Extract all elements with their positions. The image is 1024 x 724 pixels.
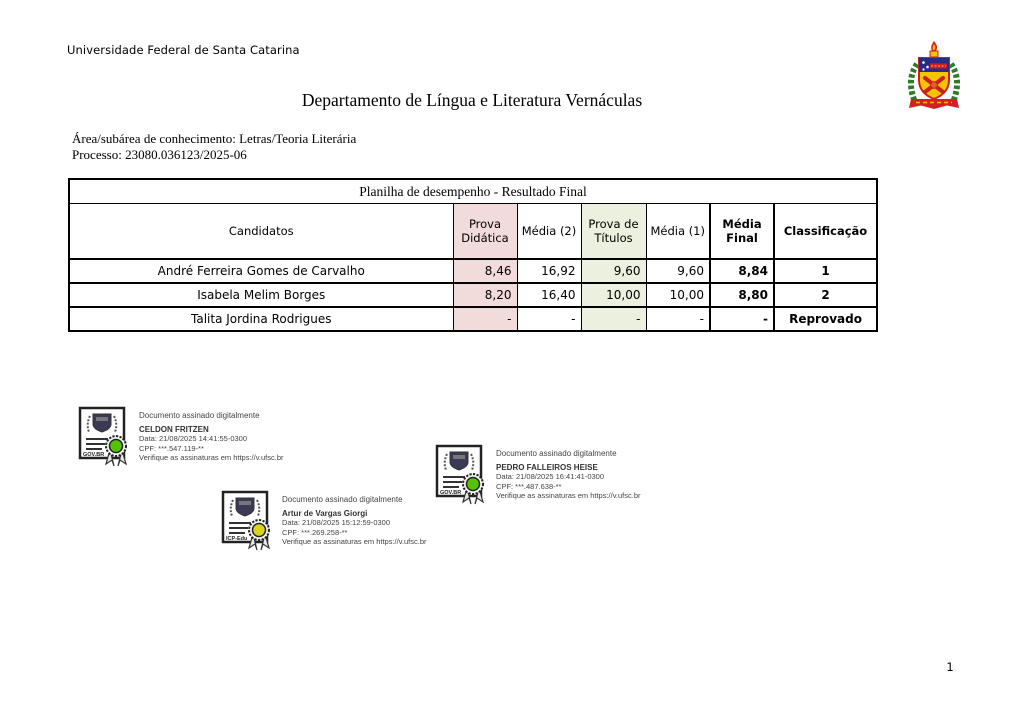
area-line: Área/subárea de conhecimento: Letras/Teoria Literária	[72, 131, 357, 146]
cell-media-final: 8,80	[710, 283, 774, 307]
table-row	[69, 283, 877, 307]
signer-name: PEDRO FALLEIROS HEISE	[496, 463, 598, 472]
header-candidatos: Candidatos	[69, 204, 453, 260]
signature-block	[78, 406, 284, 468]
signature-statement: Documento assinado digitalmente	[496, 449, 617, 458]
signature-text	[282, 490, 427, 547]
cell-classificacao: Reprovado	[774, 307, 877, 331]
cell-prova-didatica: 8,20	[453, 283, 517, 307]
signer-name: CELDON FRITZEN	[139, 425, 209, 434]
header-media-final: Média Final	[710, 204, 774, 260]
ribbon-banner-icon	[909, 99, 959, 109]
cell-media-2: 16,40	[517, 283, 581, 307]
cell-media-2: -	[517, 307, 581, 331]
seal-center	[110, 440, 123, 453]
table-title-row	[69, 179, 877, 204]
table-row	[69, 259, 877, 283]
cell-media-1: 9,60	[646, 259, 710, 283]
page-number: 1	[946, 660, 954, 674]
cell-classificacao: 1	[774, 259, 877, 283]
cell-media-final: 8,84	[710, 259, 774, 283]
header-media-1: Média (1)	[646, 204, 710, 260]
signature-text	[139, 406, 284, 463]
cell-prova-titulos: -	[581, 307, 646, 331]
cell-prova-didatica: -	[453, 307, 517, 331]
cell-media-2: 16,92	[517, 259, 581, 283]
cell-candidate: André Ferreira Gomes de Carvalho	[69, 259, 453, 283]
signature-date: Data: 21/08/2025 15:12:59-0300	[282, 518, 391, 527]
signer-cpf: CPF: ***.487.638-**	[496, 481, 562, 491]
cell-candidate: Talita Jordina Rodrigues	[69, 307, 453, 331]
signature-verify-link: Verifique as assinaturas em https://v.ufsc.br	[282, 537, 427, 546]
results-table	[68, 178, 878, 332]
table-row	[69, 307, 877, 331]
cell-media-final: -	[710, 307, 774, 331]
signature-statement: Documento assinado digitalmente	[282, 495, 403, 504]
stamp-label: ICP-Edu	[226, 536, 248, 542]
table-title: Planilha de desempenho - Resultado Final	[69, 179, 877, 204]
signature-statement: Documento assinado digitalmente	[139, 411, 260, 420]
cell-media-1: 10,00	[646, 283, 710, 307]
digital-signature-stamp-icon	[221, 490, 275, 552]
digital-signature-stamp-icon	[78, 406, 132, 468]
document-meta	[72, 131, 356, 163]
signature-date: Data: 21/08/2025 16:41:41-0300	[496, 472, 605, 481]
institution-name: Universidade Federal de Santa Catarina	[67, 43, 300, 57]
seal-center	[467, 478, 480, 491]
seal-center	[253, 524, 266, 537]
table-header-row	[69, 204, 877, 260]
cell-prova-titulos: 10,00	[581, 283, 646, 307]
signer-cpf: CPF: ***.269.258-**	[282, 527, 348, 537]
signature-block	[221, 490, 427, 552]
signature-verify-link: Verifique as assinaturas em https://v.ufsc.br	[139, 453, 284, 462]
signature-verify-link: Verifique as assinaturas em https://v.ufsc.br	[496, 491, 641, 500]
header-classificacao: Classificação	[774, 204, 877, 260]
ufsc-crest-logo	[903, 40, 965, 114]
stamp-label: GOV.BR	[440, 490, 462, 496]
cell-candidate: Isabela Melim Borges	[69, 283, 453, 307]
stamp-label: GOV.BR	[83, 452, 105, 458]
cell-classificacao: 2	[774, 283, 877, 307]
signer-name: Artur de Vargas Giorgi	[282, 509, 368, 518]
signature-block	[435, 444, 641, 506]
cell-media-1: -	[646, 307, 710, 331]
page-title: Departamento de Língua e Literatura Vernáculas	[301, 90, 643, 110]
process-line: Processo: 23080.036123/2025-06	[72, 147, 247, 162]
cell-prova-didatica: 8,46	[453, 259, 517, 283]
cell-prova-titulos: 9,60	[581, 259, 646, 283]
signature-date: Data: 21/08/2025 14:41:55-0300	[139, 434, 248, 443]
header-media-2: Média (2)	[517, 204, 581, 260]
header-prova-didatica: Prova Didática	[453, 204, 517, 260]
header-prova-titulos: Prova de Títulos	[581, 204, 646, 260]
digital-signature-stamp-icon	[435, 444, 489, 506]
signature-text	[496, 444, 641, 501]
shield-icon	[919, 58, 949, 99]
signer-cpf: CPF: ***.547.119-**	[139, 443, 204, 453]
torch-icon	[930, 41, 938, 57]
